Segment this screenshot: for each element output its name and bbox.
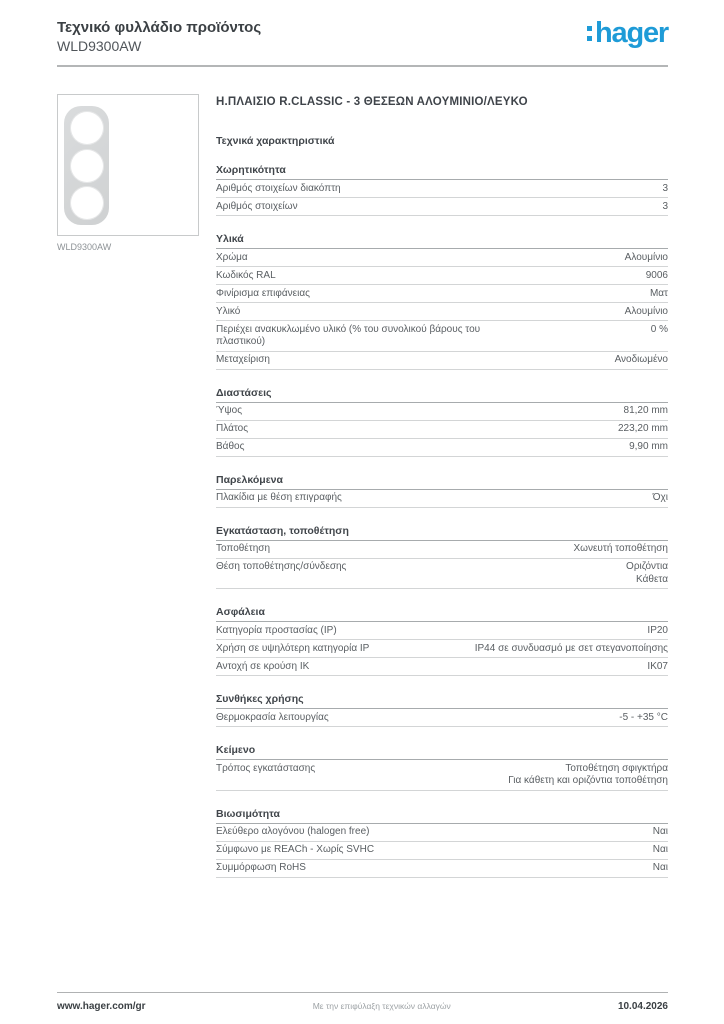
spec-value: Οριζόντια Κάθετα	[626, 561, 668, 585]
spec-label: Ύψος	[216, 405, 243, 416]
product-title: Η.ΠΛΑΙΣΙΟ R.CLASSIC - 3 ΘΕΣΕΩΝ ΑΛΟΥΜΙΝΙΟ/ΛΕΥΚΟ	[216, 96, 528, 108]
spec-value: Ανοδιωμένο	[614, 354, 668, 365]
spec-section	[216, 606, 668, 676]
product-figure	[57, 94, 199, 878]
spec-label: Σύμφωνο με REACh - Χωρίς SVHC	[216, 844, 375, 855]
spec-value: Ναι	[652, 862, 668, 873]
frame-3gang-graphic	[64, 106, 109, 225]
spec-section-title: Υλικά	[216, 233, 668, 249]
spec-row	[216, 541, 668, 559]
spec-row	[216, 403, 668, 421]
spec-section-title: Κείμενο	[216, 744, 668, 760]
spec-label: Συμμόρφωση RoHS	[216, 862, 306, 873]
spec-value: Ματ	[649, 287, 668, 299]
spec-value: IK07	[647, 660, 668, 672]
spec-value: Χωνευτή τοποθέτηση	[573, 543, 668, 554]
spec-row	[216, 249, 668, 267]
spec-label: Περιέχει ανακυκλωμένο υλικό (% του συνολικού βάρους του πλαστικού)	[216, 323, 481, 347]
spec-value: Αλουμίνιο	[624, 305, 668, 317]
logo-colon-icon	[587, 26, 592, 41]
spec-row	[216, 490, 668, 508]
spec-value: 9,90 mm	[629, 441, 668, 452]
spec-row	[216, 352, 668, 370]
spec-value: 3	[662, 182, 668, 194]
spec-value: 3	[662, 200, 668, 212]
spec-value: Τοποθέτηση σφιγκτήρα Για κάθετη και οριζόντια τοποθέτηση	[508, 762, 668, 786]
product-code: WLD9300AW	[57, 38, 142, 54]
spec-row	[216, 622, 668, 640]
spec-section	[216, 525, 668, 590]
spec-section	[216, 474, 668, 508]
logo-text: hager	[595, 17, 668, 49]
spec-label: Υλικό	[216, 305, 241, 317]
product-image	[57, 94, 199, 236]
spec-section-title: Χωρητικότητα	[216, 164, 668, 180]
footer-disclaimer: Με την επιφύλαξη τεχνικών αλλαγών	[312, 1001, 451, 1011]
spec-row	[216, 285, 668, 303]
spec-row	[216, 267, 668, 285]
spec-label: Αντοχή σε κρούση IK	[216, 660, 310, 672]
spec-section	[216, 808, 668, 878]
spec-value: 223,20 mm	[617, 423, 668, 434]
spec-label: Αριθμός στοιχείων διακόπτη	[216, 182, 341, 194]
hager-logo	[587, 17, 668, 49]
spec-section	[216, 233, 668, 370]
frame-hole	[70, 186, 104, 220]
spec-label: Χρήση σε υψηλότερη κατηγορία IP	[216, 642, 370, 654]
spec-label: Κωδικός RAL	[216, 269, 276, 281]
spec-value: 9006	[645, 269, 668, 281]
spec-label: Θερμοκρασία λειτουργίας	[216, 711, 329, 723]
spec-row	[216, 303, 668, 321]
spec-row	[216, 559, 668, 590]
spec-row	[216, 658, 668, 676]
spec-row	[216, 321, 668, 352]
spec-label: Χρώμα	[216, 251, 248, 263]
spec-label: Πλάτος	[216, 423, 249, 434]
spec-section-title: Διαστάσεις	[216, 387, 668, 403]
spec-row	[216, 824, 668, 842]
spec-section	[216, 693, 668, 727]
spec-value: Αλουμίνιο	[624, 251, 668, 263]
spec-label: Πλακίδια με θέση επιγραφής	[216, 492, 342, 503]
spec-value: IP44 σε συνδυασμό με σετ στεγανοποίησης	[474, 642, 668, 654]
spec-section-title: Εγκατάσταση, τοποθέτηση	[216, 525, 668, 541]
spec-section	[216, 164, 668, 216]
header-titles	[57, 18, 261, 55]
spec-row	[216, 439, 668, 457]
page-header	[0, 0, 724, 55]
spec-section-title: Παρελκόμενα	[216, 474, 668, 490]
spec-row	[216, 198, 668, 216]
spec-label: Αριθμός στοιχείων	[216, 200, 298, 212]
spec-row	[216, 640, 668, 658]
spec-row	[216, 180, 668, 198]
spec-section-title: Βιωσιμότητα	[216, 808, 668, 824]
frame-hole	[70, 149, 104, 183]
spec-row	[216, 760, 668, 791]
spec-section	[216, 387, 668, 457]
spec-row	[216, 842, 668, 860]
spec-label: Τοποθέτηση	[216, 543, 271, 554]
specs-column	[216, 94, 668, 878]
spec-value: -5 - +35 °C	[619, 711, 668, 723]
spec-row	[216, 860, 668, 878]
spec-value: Ναι	[652, 826, 668, 837]
footer-website: www.hager.com/gr	[57, 1001, 146, 1012]
spec-value: IP20	[647, 624, 668, 636]
footer-date: 10.04.2026	[617, 1001, 668, 1012]
page-footer	[57, 992, 668, 1012]
spec-value: Όχι	[652, 492, 668, 503]
main-content	[0, 67, 724, 878]
spec-row	[216, 421, 668, 439]
spec-label: Κατηγορία προστασίας (IP)	[216, 624, 337, 636]
spec-row	[216, 709, 668, 727]
tech-heading: Τεχνικά χαρακτηριστικά	[216, 135, 335, 147]
spec-section-title: Συνθήκες χρήσης	[216, 693, 668, 709]
spec-value: 81,20 mm	[623, 405, 668, 416]
doc-title: Τεχνικό φυλλάδιο προϊόντος	[57, 19, 262, 36]
spec-label: Θέση τοποθέτησης/σύνδεσης	[216, 561, 347, 572]
frame-hole	[70, 111, 104, 145]
spec-sections	[216, 164, 668, 878]
image-caption: WLD9300AW	[57, 242, 112, 252]
spec-value: 0 %	[650, 323, 668, 335]
spec-value: Ναι	[652, 844, 668, 855]
spec-section	[216, 744, 668, 791]
spec-label: Τρόπος εγκατάστασης	[216, 762, 316, 774]
spec-label: Ελεύθερο αλογόνου (halogen free)	[216, 826, 370, 837]
spec-label: Μεταχείριση	[216, 354, 270, 365]
spec-section-title: Ασφάλεια	[216, 606, 668, 622]
spec-label: Φινίρισμα επιφάνειας	[216, 287, 310, 299]
spec-label: Βάθος	[216, 441, 245, 452]
